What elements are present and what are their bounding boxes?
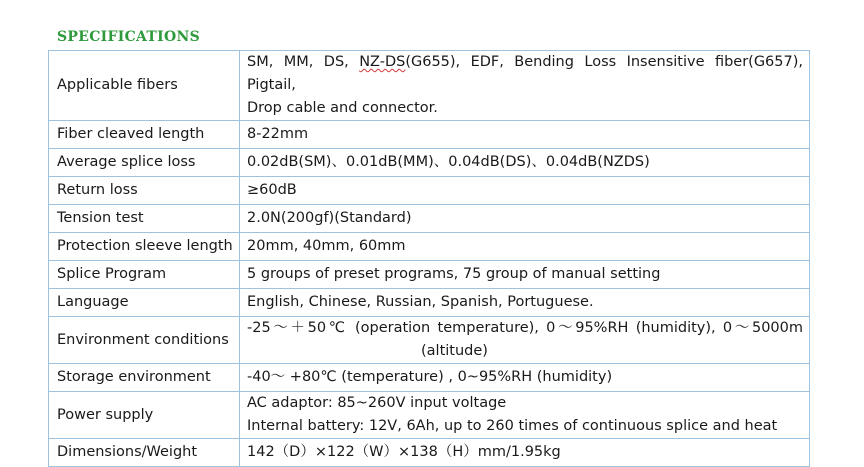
spec-value: 142（D）×122（W）×138（H）mm/1.95kg bbox=[240, 439, 810, 467]
spec-value: English, Chinese, Russian, Spanish, Portuguese. bbox=[240, 289, 810, 317]
spec-value-part: (G655), EDF, Bending Loss Insensitive fiber(G657), Pigtail, bbox=[247, 54, 803, 93]
spec-value: ≥60dB bbox=[240, 177, 810, 205]
spellcheck-underlined-text: NZ-DS bbox=[359, 54, 406, 70]
spec-value: 2.0N(200gf)(Standard) bbox=[240, 205, 810, 233]
spec-row-protection-sleeve-length bbox=[49, 233, 810, 261]
spec-value: 0.02dB(SM)、0.01dB(MM)、0.04dB(DS)、0.04dB(NZDS) bbox=[240, 149, 810, 177]
spec-value: -40～ +80℃ (temperature) , 0~95%RH (humidity) bbox=[240, 364, 810, 392]
spec-label: Protection sleeve length bbox=[49, 233, 240, 261]
spec-row-storage-environment bbox=[49, 364, 810, 392]
spec-row-splice-program bbox=[49, 261, 810, 289]
spec-label: Splice Program bbox=[49, 261, 240, 289]
spec-value: 20mm, 40mm, 60mm bbox=[240, 233, 810, 261]
spec-value bbox=[240, 317, 810, 364]
spec-value-line: Internal battery: 12V, 6Ah, up to 260 times of continuous splice and heat bbox=[247, 418, 778, 434]
spec-value bbox=[240, 392, 810, 439]
spec-label: Applicable fibers bbox=[49, 51, 240, 121]
spec-row-dimensions-weight bbox=[49, 439, 810, 467]
spec-label: Storage environment bbox=[49, 364, 240, 392]
spec-value-line: -25～＋50℃ (operation temperature), 0～95%RH (humidity), 0～5000m bbox=[247, 320, 803, 336]
spec-value-part: SM, MM, DS, bbox=[247, 54, 360, 70]
spec-label: Dimensions/Weight bbox=[49, 439, 240, 467]
spec-label: Return loss bbox=[49, 177, 240, 205]
spec-row-power-supply bbox=[49, 392, 810, 439]
spec-label: Average splice loss bbox=[49, 149, 240, 177]
spec-row-return-loss bbox=[49, 177, 810, 205]
spec-value: 5 groups of preset programs, 75 group of manual setting bbox=[240, 261, 810, 289]
spec-label: Environment conditions bbox=[49, 317, 240, 364]
spec-row-language bbox=[49, 289, 810, 317]
spec-value bbox=[240, 51, 810, 121]
spec-value: 8-22mm bbox=[240, 121, 810, 149]
spec-label: Fiber cleaved length bbox=[49, 121, 240, 149]
spec-row-fiber-cleaved-length bbox=[49, 121, 810, 149]
specifications-heading: SPECIFICATIONS bbox=[57, 29, 200, 45]
spec-value-line: Drop cable and connector. bbox=[247, 100, 438, 116]
spec-value-line: AC adaptor: 85~260V input voltage bbox=[247, 395, 507, 411]
spec-label: Power supply bbox=[49, 392, 240, 439]
spec-row-average-splice-loss bbox=[49, 149, 810, 177]
spec-row-tension-test bbox=[49, 205, 810, 233]
spec-row-environment-conditions bbox=[49, 317, 810, 364]
spec-row-applicable-fibers bbox=[49, 51, 810, 121]
spec-value-line: (altitude) bbox=[421, 343, 488, 359]
spec-label: Tension test bbox=[49, 205, 240, 233]
spec-value-line bbox=[247, 51, 803, 97]
specifications-table bbox=[48, 50, 810, 467]
spec-label: Language bbox=[49, 289, 240, 317]
